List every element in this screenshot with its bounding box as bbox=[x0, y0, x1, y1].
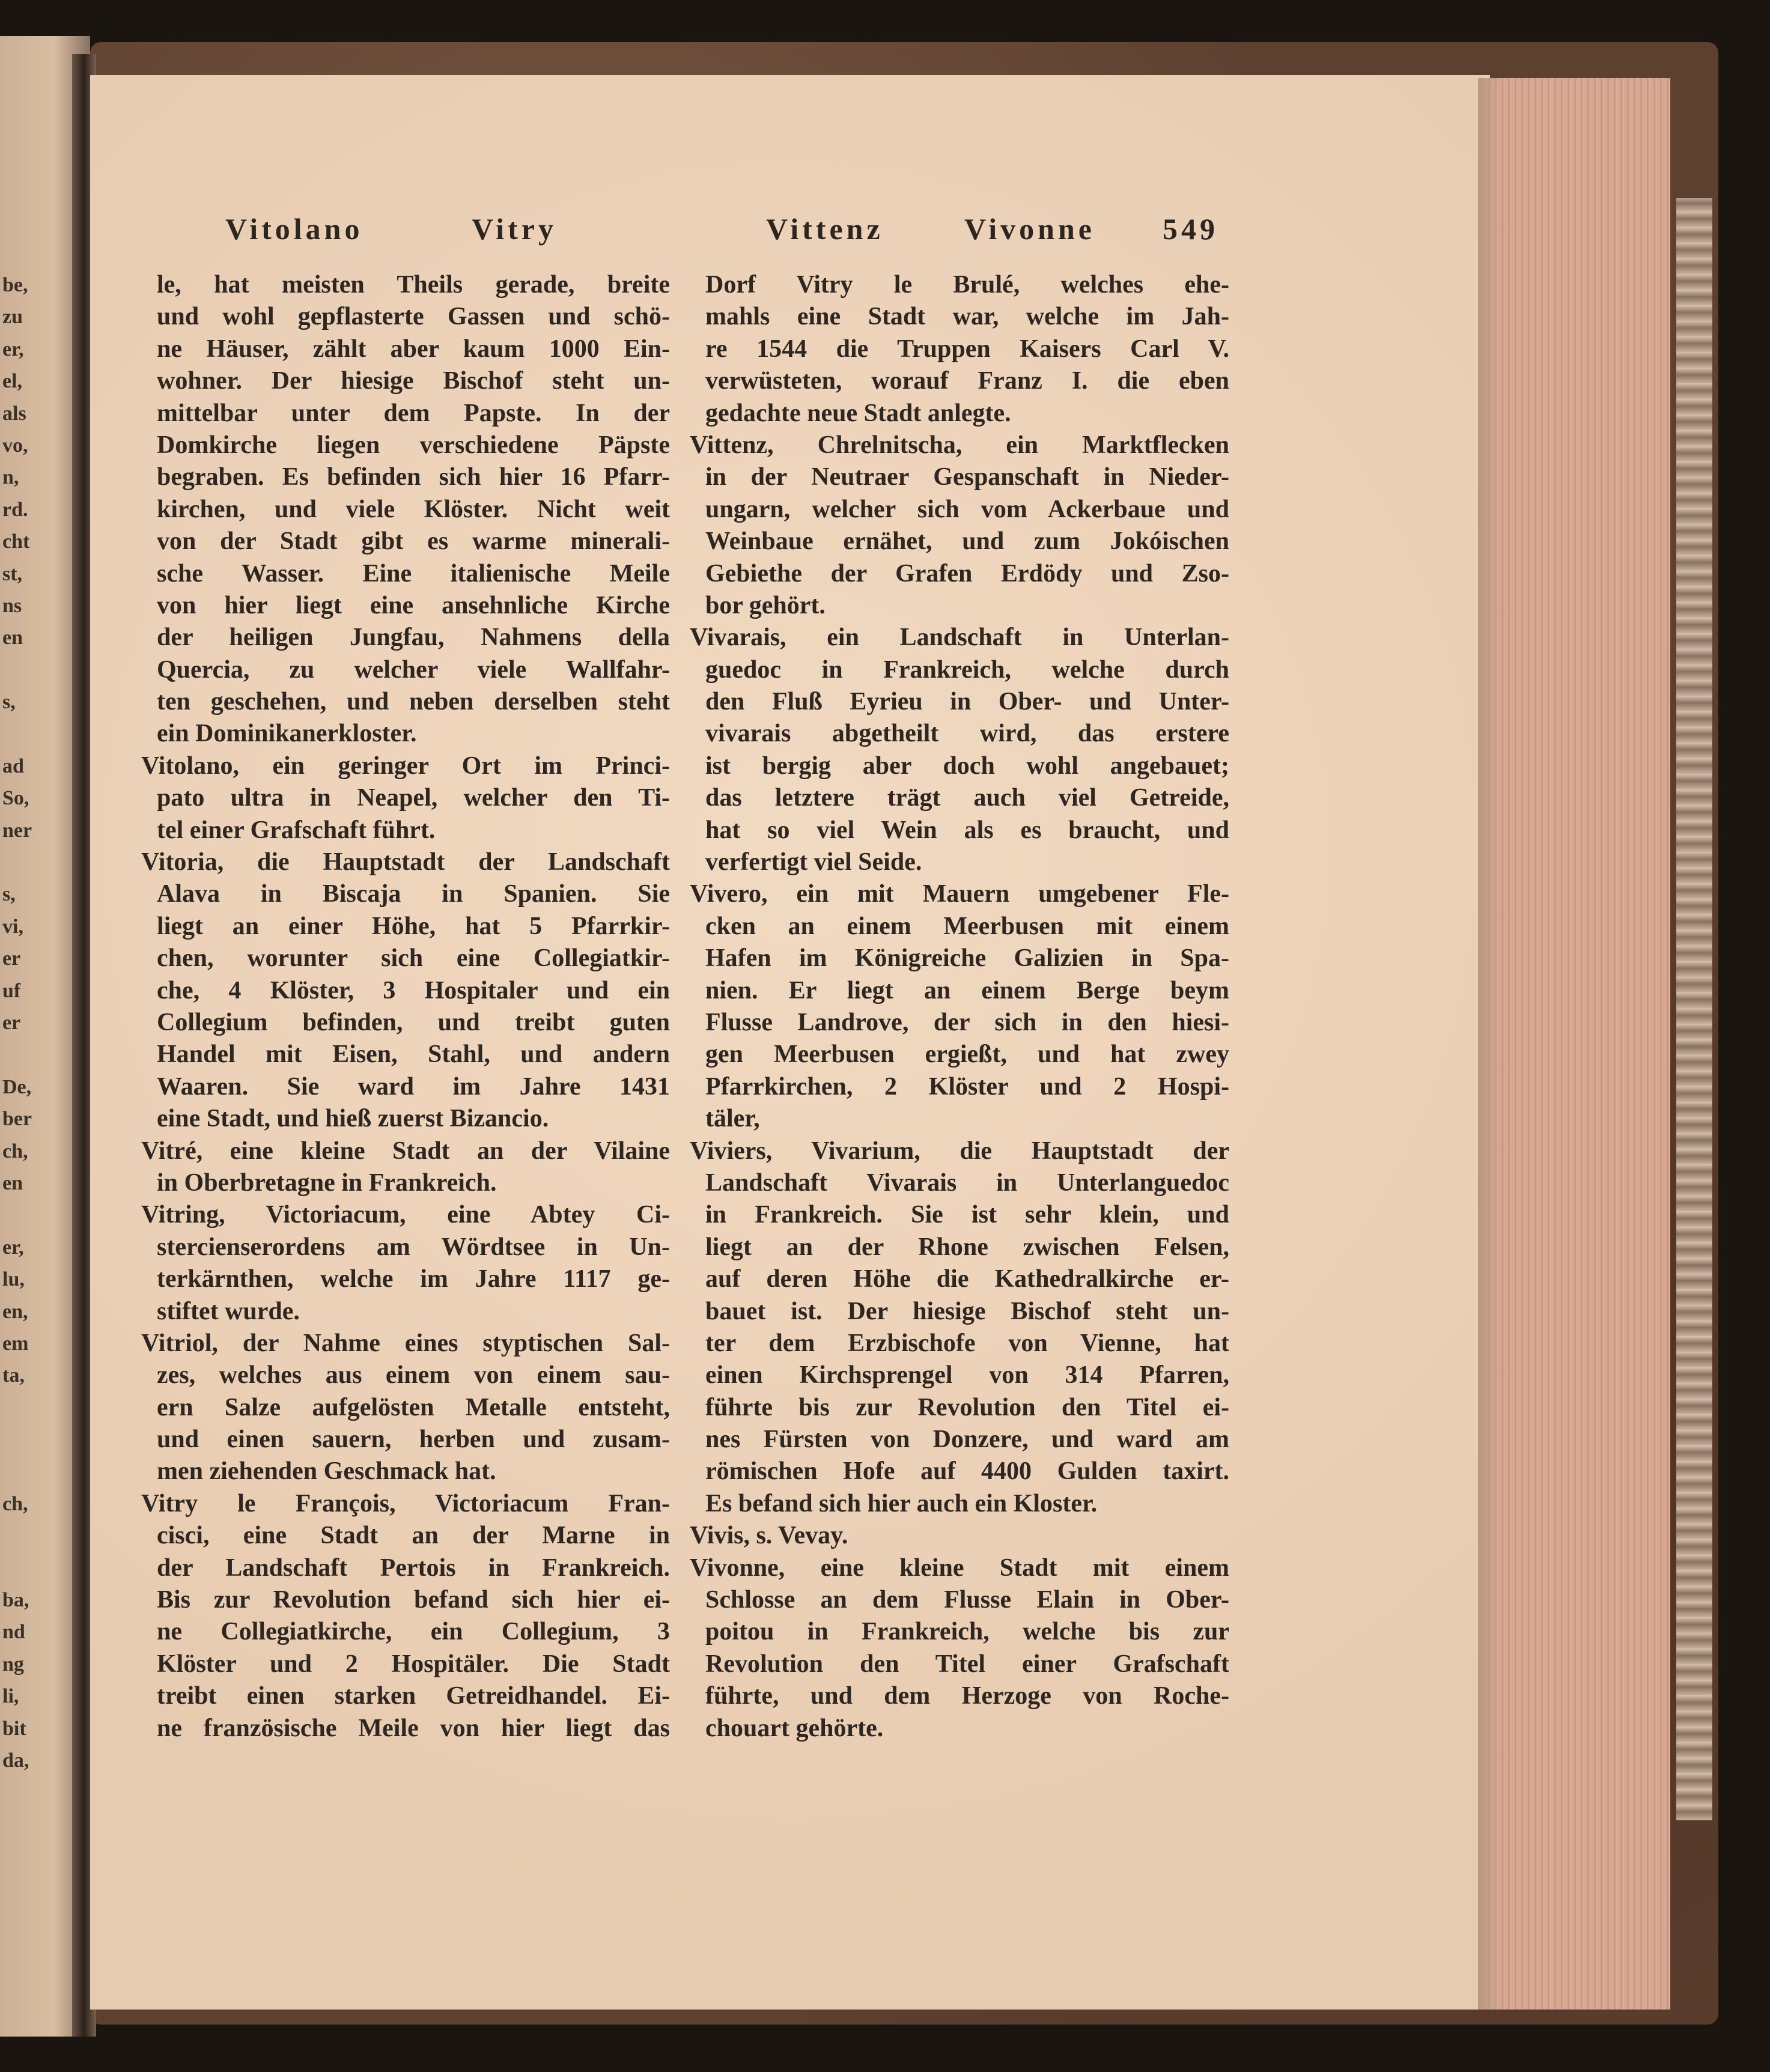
text-line: treibt einen starken Getreidhandel. Ei- bbox=[157, 1682, 670, 1710]
text-line: und wohl gepflasterte Gassen und schö- bbox=[157, 303, 670, 331]
text-line: gen Meerbusen ergießt, und hat zwey bbox=[705, 1041, 1229, 1069]
text-line: Flusse Landrove, der sich in den hiesi- bbox=[705, 1008, 1229, 1036]
text-line: römischen Hofe auf 4400 Gulden taxirt. bbox=[705, 1457, 1229, 1486]
left-page-fragment: li, bbox=[2, 1685, 19, 1708]
text-line: führte, und dem Herzoge von Roche- bbox=[705, 1682, 1229, 1710]
text-line: che, 4 Klöster, 3 Hospitaler und ein bbox=[157, 976, 670, 1004]
text-line: der heiligen Jungfau, Nahmens della bbox=[157, 624, 670, 652]
left-page-fragment: De, bbox=[2, 1075, 32, 1098]
text-line: guedoc in Frankreich, welche durch bbox=[705, 655, 1229, 684]
left-page-fragment: er, bbox=[2, 338, 24, 360]
entry-headline: Vitring, Victoriacum, eine Abtey Ci- bbox=[141, 1201, 670, 1229]
text-line: ne französische Meile von hier liegt das bbox=[157, 1714, 670, 1742]
text-line: liegt an einer Höhe, hat 5 Pfarrkir- bbox=[157, 912, 670, 940]
left-page-fragment: s, bbox=[2, 691, 16, 714]
left-page-fragment bbox=[2, 1199, 32, 1231]
running-head-right-second: Vivonne bbox=[964, 212, 1095, 246]
text-line: und einen sauern, herben und zusam- bbox=[157, 1426, 670, 1454]
text-line: vivarais abgetheilt wird, das erstere bbox=[705, 720, 1229, 748]
left-page-fragment: cht bbox=[2, 530, 30, 553]
text-line: Collegium befinden, und treibt guten bbox=[157, 1008, 670, 1036]
entry-headline: Viviers, Vivarium, die Hauptstadt der bbox=[690, 1137, 1229, 1165]
left-page-fragment: ad bbox=[2, 755, 24, 777]
left-page-fragment: ng bbox=[2, 1653, 24, 1676]
text-line: hat so viel Wein als es braucht, und bbox=[705, 816, 1229, 844]
text-line: le, hat meisten Theils gerade, breite bbox=[157, 271, 670, 299]
entry-headline: Vitoria, die Hauptstadt der Landschaft bbox=[141, 848, 670, 876]
text-line: täler, bbox=[705, 1105, 760, 1133]
left-page-fragment bbox=[2, 654, 32, 686]
text-line: Dorf Vitry le Brulé, welches ehe- bbox=[705, 271, 1229, 299]
text-line: Weinbaue ernähet, und zum Jokóischen bbox=[705, 527, 1229, 556]
text-line: Landschaft Vivarais in Unterlanguedoc bbox=[705, 1168, 1229, 1197]
entry-headline: Vivis, s. Vevay. bbox=[690, 1522, 848, 1550]
text-line: Bis zur Revolution befand sich hier ei- bbox=[157, 1586, 670, 1614]
text-line: men ziehenden Geschmack hat. bbox=[157, 1457, 496, 1486]
marbled-cover-edge bbox=[1676, 198, 1712, 1820]
entry-headline: Vitriol, der Nahme eines styptischen Sal- bbox=[141, 1329, 670, 1357]
text-line: wohner. Der hiesige Bischof steht un- bbox=[157, 367, 670, 395]
text-line: Schlosse an dem Flusse Elain in Ober- bbox=[705, 1586, 1229, 1614]
text-line: Hafen im Königreiche Galizien in Spa- bbox=[705, 944, 1229, 973]
text-line: von hier liegt eine ansehnliche Kirche bbox=[157, 591, 670, 619]
left-page-fragment bbox=[2, 1456, 32, 1487]
left-page-fragment: vo, bbox=[2, 434, 28, 457]
text-line: Revolution den Titel einer Grafschaft bbox=[705, 1650, 1229, 1678]
text-line: verfertigt viel Seide. bbox=[705, 848, 922, 876]
text-line: pato ultra in Neapel, welcher den Ti- bbox=[157, 784, 670, 812]
page-edges bbox=[1478, 78, 1670, 2010]
left-page-fragment: ch, bbox=[2, 1140, 28, 1162]
left-page-fragment: ber bbox=[2, 1108, 32, 1131]
text-line: sche Wasser. Eine italienische Meile bbox=[157, 559, 670, 588]
text-line: Gebiethe der Grafen Erdödy und Zso- bbox=[705, 559, 1229, 588]
text-line: ten geschehen, und neben derselben steht bbox=[157, 688, 670, 716]
left-page-fragment bbox=[2, 846, 32, 878]
text-line: Es befand sich hier auch ein Kloster. bbox=[705, 1489, 1098, 1518]
left-page-fragment: n, bbox=[2, 466, 19, 489]
left-page-fragment bbox=[2, 1424, 32, 1456]
text-line: der Landschaft Pertois in Frankreich. bbox=[157, 1554, 670, 1582]
left-page-fragment: da, bbox=[2, 1749, 29, 1772]
text-column-left bbox=[141, 269, 670, 1745]
left-page-fragment: So, bbox=[2, 787, 29, 810]
text-line: Pfarrkirchen, 2 Klöster und 2 Hospi- bbox=[705, 1072, 1229, 1101]
left-page-fragment: bit bbox=[2, 1717, 26, 1740]
text-line: verwüsteten, worauf Franz I. die eben bbox=[705, 367, 1229, 395]
text-line: auf deren Höhe die Kathedralkirche er- bbox=[705, 1265, 1229, 1293]
running-head-left-second: Vitry bbox=[472, 212, 557, 246]
left-page-fragment: er bbox=[2, 1011, 21, 1034]
left-page-fragment: en bbox=[2, 627, 23, 649]
entry-headline: Vitré, eine kleine Stadt an der Vilaine bbox=[141, 1137, 670, 1165]
left-page-fragment: als bbox=[2, 402, 26, 425]
left-page-fragment: ns bbox=[2, 594, 22, 617]
left-page-fragment: em bbox=[2, 1332, 29, 1355]
running-head-right-first: Vittenz bbox=[766, 212, 884, 246]
left-page-fragment bbox=[2, 1520, 32, 1552]
entry-headline: Vitolano, ein geringer Ort im Princi- bbox=[141, 752, 670, 780]
left-page-fragment bbox=[2, 718, 32, 750]
page-edge-shadow bbox=[1478, 78, 1502, 2010]
entry-headline: Vivarais, ein Landschaft in Unterlan- bbox=[690, 624, 1229, 652]
left-page-fragment: ner bbox=[2, 819, 32, 842]
left-page-fragment bbox=[2, 1392, 32, 1424]
text-line: cken an einem Meerbusen mit einem bbox=[705, 912, 1229, 940]
left-page-text-fragments bbox=[2, 269, 32, 1776]
text-line: ern Salze aufgelösten Metalle entsteht, bbox=[157, 1393, 670, 1421]
text-line: eine Stadt, und hieß zuerst Bizancio. bbox=[157, 1105, 549, 1133]
text-line: nes Fürsten von Donzere, und ward am bbox=[705, 1426, 1229, 1454]
text-column-right bbox=[690, 269, 1229, 1745]
left-page-fragment: er, bbox=[2, 1236, 24, 1259]
left-page-fragment: rd. bbox=[2, 498, 28, 521]
text-line: ein Dominikanerkloster. bbox=[157, 720, 417, 748]
text-line: mahls eine Stadt war, welche im Jah- bbox=[705, 303, 1229, 331]
left-page-fragment: er bbox=[2, 947, 21, 970]
left-page-fragment: en, bbox=[2, 1300, 28, 1323]
text-line: nien. Er liegt an einem Berge beym bbox=[705, 976, 1229, 1004]
entry-headline: Vivonne, eine kleine Stadt mit einem bbox=[690, 1554, 1229, 1582]
left-page-fragment bbox=[2, 1552, 32, 1584]
text-line: begraben. Es befinden sich hier 16 Pfarr- bbox=[157, 463, 670, 491]
left-page-fragment: ba, bbox=[2, 1589, 29, 1612]
text-line: Waaren. Sie ward im Jahre 1431 bbox=[157, 1072, 670, 1101]
text-line: gedachte neue Stadt anlegte. bbox=[705, 399, 1011, 427]
entry-headline: Vittenz, Chrelnitscha, ein Marktflecken bbox=[690, 431, 1229, 459]
text-line: den Fluß Eyrieu in Ober- und Unter- bbox=[705, 688, 1229, 716]
text-line: terkärnthen, welche im Jahre 1117 ge- bbox=[157, 1265, 670, 1293]
left-page-fragment: uf bbox=[2, 979, 21, 1002]
left-page-fragment: ta, bbox=[2, 1364, 25, 1387]
text-line: liegt an der Rhone zwischen Felsen, bbox=[705, 1233, 1229, 1261]
left-page-fragment: vi, bbox=[2, 915, 23, 938]
left-page-fragment bbox=[2, 1039, 32, 1071]
left-page-fragment: el, bbox=[2, 370, 23, 393]
text-line: zes, welches aus einem von einem sau- bbox=[157, 1361, 670, 1390]
text-line: ne Collegiatkirche, ein Collegium, 3 bbox=[157, 1618, 670, 1646]
text-line: das letztere trägt auch viel Getreide, bbox=[705, 784, 1229, 812]
left-page-fragment: be, bbox=[2, 274, 28, 296]
left-page-fragment: s, bbox=[2, 883, 16, 906]
text-line: Domkirche liegen verschiedene Päpste bbox=[157, 431, 670, 459]
text-line: bauet ist. Der hiesige Bischof steht un- bbox=[705, 1297, 1229, 1325]
text-line: bor gehört. bbox=[705, 591, 826, 619]
text-line: chen, worunter sich eine Collegiatkir- bbox=[157, 944, 670, 973]
text-line: stiftet wurde. bbox=[157, 1297, 300, 1325]
text-line: poitou in Frankreich, welche bis zur bbox=[705, 1618, 1229, 1646]
text-line: Alava in Biscaja in Spanien. Sie bbox=[157, 880, 670, 908]
entry-headline: Vivero, ein mit Mauern umgebener Fle- bbox=[690, 880, 1229, 908]
text-line: mittelbar unter dem Papste. In der bbox=[157, 399, 670, 427]
text-line: stercienserordens am Wördtsee in Un- bbox=[157, 1233, 670, 1261]
left-page-fragment: lu, bbox=[2, 1268, 25, 1291]
entry-headline: Vitry le François, Victoriacum Fran- bbox=[141, 1489, 670, 1518]
text-line: einen Kirchsprengel von 314 Pfarren, bbox=[705, 1361, 1229, 1390]
left-page-fragment: ch, bbox=[2, 1492, 28, 1515]
left-page-fragment: st, bbox=[2, 562, 23, 585]
text-line: von der Stadt gibt es warme minerali- bbox=[157, 527, 670, 556]
text-line: Handel mit Eisen, Stahl, und andern bbox=[157, 1041, 670, 1069]
text-line: tel einer Grafschaft führt. bbox=[157, 816, 436, 844]
left-page-fragment: zu bbox=[2, 306, 23, 329]
text-line: Klöster und 2 Hospitäler. Die Stadt bbox=[157, 1650, 670, 1678]
left-page-fragment: en bbox=[2, 1171, 23, 1194]
text-line: in Oberbretagne in Frankreich. bbox=[157, 1168, 497, 1197]
text-line: ter dem Erzbischofe von Vienne, hat bbox=[705, 1329, 1229, 1357]
text-line: ungarn, welcher sich vom Ackerbaue und bbox=[705, 495, 1229, 523]
text-line: ist bergig aber doch wohl angebauet; bbox=[705, 752, 1229, 780]
text-line: in der Neutraer Gespanschaft in Nieder- bbox=[705, 463, 1229, 491]
text-line: chouart gehörte. bbox=[705, 1714, 884, 1742]
text-line: Quercia, zu welcher viele Wallfahr- bbox=[157, 655, 670, 684]
running-head-left-first: Vitolano bbox=[225, 212, 363, 246]
text-line: kirchen, und viele Klöster. Nicht weit bbox=[157, 495, 670, 523]
text-line: in Frankreich. Sie ist sehr klein, und bbox=[705, 1201, 1229, 1229]
text-line: führte bis zur Revolution den Titel ei- bbox=[705, 1393, 1229, 1421]
text-line: re 1544 die Truppen Kaisers Carl V. bbox=[705, 335, 1229, 363]
page-number: 549 bbox=[1163, 212, 1218, 246]
text-line: ne Häuser, zählt aber kaum 1000 Ein- bbox=[157, 335, 670, 363]
left-page-fragment: nd bbox=[2, 1621, 25, 1644]
text-line: cisci, eine Stadt an der Marne in bbox=[157, 1522, 670, 1550]
